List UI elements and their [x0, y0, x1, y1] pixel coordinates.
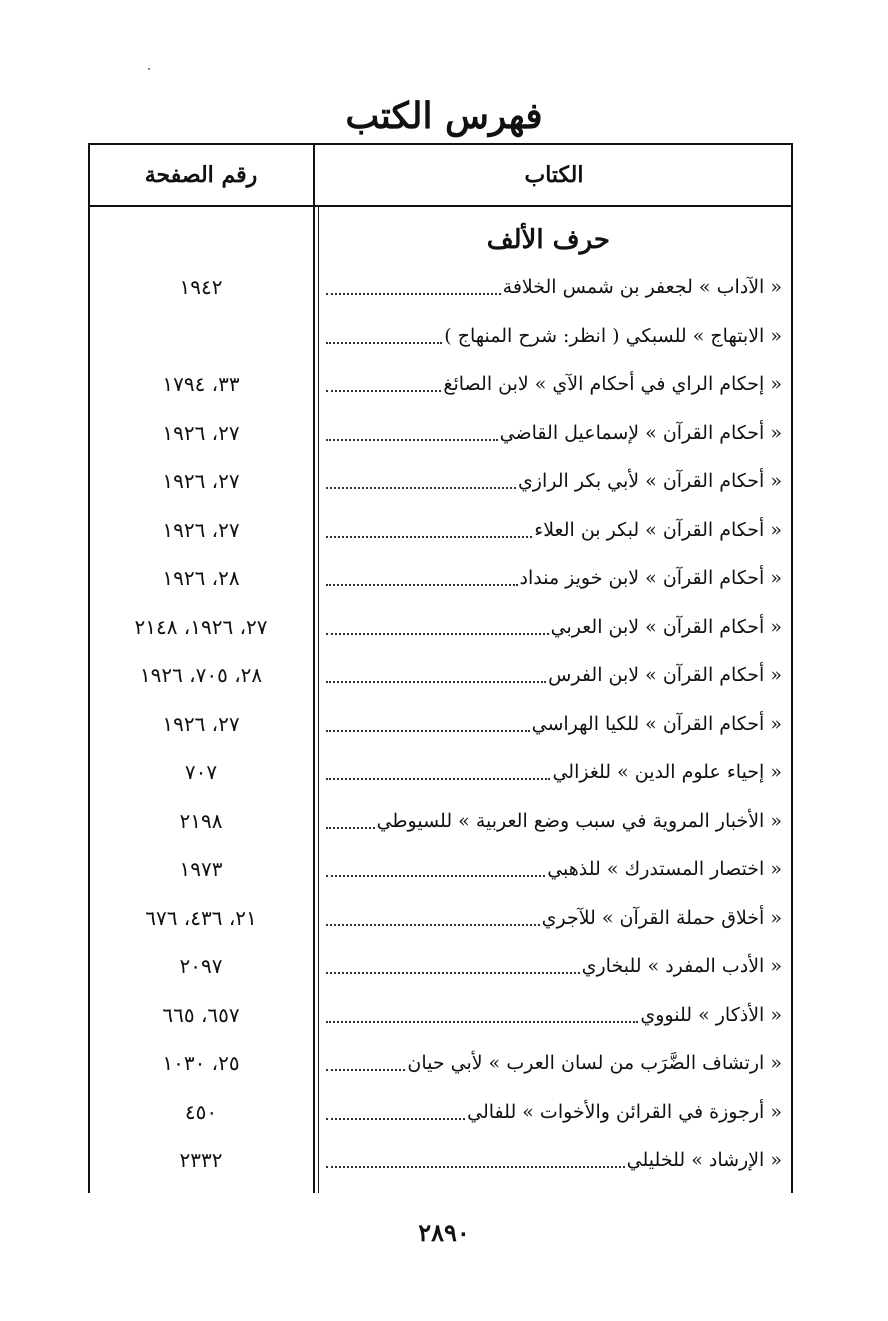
book-title-cell [320, 554, 782, 603]
entry-list [90, 263, 790, 1185]
index-row [90, 700, 790, 749]
book-title: « الابتهاج » للسبكي ( انظر: شرح المنهاج ) [444, 324, 782, 347]
leader-dots [326, 536, 532, 538]
page-title: فهرس الكتب [345, 95, 543, 137]
book-title: « أحكام القرآن » لإسماعيل القاضي [499, 421, 782, 444]
book-title: « أحكام القرآن » لبكر بن العلاء [534, 518, 782, 541]
book-title-cell [320, 1039, 782, 1088]
page-refs: ٢٨، ١٩٢٦ [162, 566, 240, 590]
leader-dots [326, 439, 498, 441]
leader-dots [326, 1118, 465, 1120]
page-refs: ٣٣، ١٧٩٤ [162, 372, 240, 396]
leader-dots [326, 827, 375, 829]
leader-dots [326, 875, 545, 877]
book-title-cell [320, 651, 782, 700]
index-row [90, 894, 790, 943]
book-title-cell [320, 263, 782, 312]
page-refs [92, 312, 310, 361]
page-refs: ٢٠٩٧ [179, 954, 223, 978]
leader-dots [326, 730, 530, 732]
book-title: « أحكام القرآن » للكيا الهراسي [531, 712, 782, 735]
index-row [90, 991, 790, 1040]
book-title-cell [320, 845, 782, 894]
book-title: « اختصار المستدرك » للذهبي [547, 858, 782, 881]
book-title: « أحكام القرآن » لأبي بكر الرازي [517, 470, 782, 493]
leader-dots [326, 681, 546, 683]
page-refs: ٢٧، ١٩٢٦ [162, 420, 240, 445]
index-row [90, 1088, 790, 1137]
leader-dots [326, 1166, 625, 1168]
index-row [90, 312, 790, 361]
index-row [90, 651, 790, 700]
book-title-cell [320, 457, 782, 506]
page-refs: ٦٥٧، ٦٦٥ [162, 1002, 240, 1027]
page-refs: ٢٨، ٧٠٥، ١٩٢٦ [139, 663, 263, 687]
book-title: « الأذكار » للنووي [640, 1003, 782, 1026]
book-title: « الأخبار المروية في سبب وضع العربية » للسيوطي [376, 809, 782, 832]
page-refs: ٧٠٧ [184, 760, 218, 784]
leader-dots [326, 390, 441, 392]
header-divider [88, 205, 793, 207]
book-title: « الآداب » لجعفر بن شمس الخلافة [502, 276, 782, 299]
page-refs: ١٩٤٢ [179, 275, 223, 299]
page-refs: ٢٧، ١٩٢٦ [162, 469, 240, 493]
book-title-cell [320, 797, 782, 846]
book-title-cell [320, 506, 782, 555]
book-title: « أحكام القرآن » لابن العربي [550, 615, 782, 638]
leader-dots [326, 972, 580, 974]
book-title-cell [320, 1136, 782, 1185]
index-row [90, 263, 790, 312]
book-title-cell [320, 942, 782, 991]
index-row [90, 797, 790, 846]
section-heading: حرف الألف [486, 225, 610, 255]
leader-dots [326, 1069, 405, 1071]
book-title: « أرجوزة في القرائن والأخوات » للفالي [467, 1100, 782, 1123]
index-row [90, 1039, 790, 1088]
index-row [90, 506, 790, 555]
book-title-cell [320, 894, 782, 943]
index-row [90, 603, 790, 652]
book-title-cell [320, 360, 782, 409]
leader-dots [326, 342, 442, 344]
leader-dots [326, 924, 540, 926]
page-refs: ٢٥، ١٠٣٠ [162, 1051, 240, 1075]
index-row [90, 942, 790, 991]
index-row [90, 457, 790, 506]
index-row [90, 845, 790, 894]
page-refs: ٢٧، ١٩٢٦ [162, 517, 240, 542]
leader-dots [326, 293, 501, 295]
leader-dots [326, 633, 549, 635]
page-refs: ٢٧، ١٩٢٦ [162, 711, 240, 736]
book-title-cell [320, 409, 782, 458]
leader-dots [326, 584, 518, 586]
book-title: « إحكام الراي في أحكام الآي » لابن الصائغ [443, 373, 782, 396]
index-row [90, 409, 790, 458]
book-title-cell [320, 748, 782, 797]
page-refs: ٤٥٠ [184, 1099, 218, 1124]
page-refs: ٢٧، ١٩٢٦، ٢١٤٨ [134, 614, 268, 639]
book-title: « أحكام القرآن » لابن الفرس [548, 664, 782, 687]
index-row [90, 360, 790, 409]
book-title-cell [320, 603, 782, 652]
page-refs: ١٩٧٣ [179, 857, 223, 881]
page-number: ٢٨٩٠ [418, 1218, 470, 1247]
book-title: « إحياء علوم الدين » للغزالي [552, 761, 782, 784]
book-title: « أحكام القرآن » لابن خويز منداد [519, 567, 782, 590]
leader-dots [326, 487, 516, 489]
page-refs: ٢٣٣٢ [179, 1148, 223, 1172]
book-title-cell [320, 1088, 782, 1137]
leader-dots [326, 778, 550, 780]
book-title: « الأدب المفرد » للبخاري [581, 955, 782, 978]
page-refs: ٢١، ٤٣٦، ٦٧٦ [145, 905, 257, 930]
column-header-page: رقم الصفحة [144, 162, 258, 188]
index-row [90, 554, 790, 603]
column-header-book: الكتاب [524, 162, 584, 188]
leader-dots [326, 1021, 638, 1023]
index-row [90, 748, 790, 797]
book-title-cell [320, 312, 782, 361]
scan-speck [148, 68, 150, 70]
book-title: « أخلاق حملة القرآن » للآجري [541, 906, 782, 929]
book-title: « ارتشاف الضَّرَب من لسان العرب » لأبي حيان [407, 1052, 782, 1075]
page-refs: ٢١٩٨ [179, 808, 223, 833]
book-title: « الإرشاد » للخليلي [626, 1149, 782, 1172]
book-title-cell [320, 700, 782, 749]
index-row [90, 1136, 790, 1185]
book-title-cell [320, 991, 782, 1040]
